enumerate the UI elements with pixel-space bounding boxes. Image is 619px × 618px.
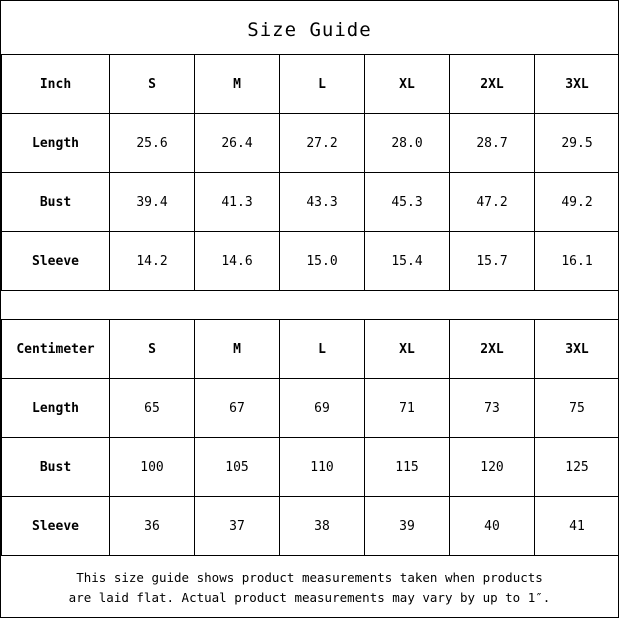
- size-table-inch: [1, 54, 619, 291]
- row-label-bust: Bust: [2, 438, 110, 497]
- cell-length-3xl: 29.5: [535, 114, 619, 173]
- cell-sleeve-s: 36: [110, 497, 195, 556]
- cell-length-xl: 71: [365, 379, 450, 438]
- cell-length-m: 67: [195, 379, 280, 438]
- column-header-xl: XL: [365, 320, 450, 379]
- unit-label-inch: Inch: [2, 55, 110, 114]
- column-header-xl: XL: [365, 55, 450, 114]
- table-row: [2, 497, 619, 556]
- column-header-l: L: [280, 320, 365, 379]
- size-table-centimeter: [1, 319, 619, 556]
- cell-bust-3xl: 49.2: [535, 173, 619, 232]
- column-header-s: S: [110, 320, 195, 379]
- table-row: [2, 232, 619, 291]
- table-row: [2, 173, 619, 232]
- page-title: Size Guide: [247, 19, 372, 41]
- column-header-3xl: 3XL: [535, 320, 619, 379]
- row-label-bust: Bust: [2, 173, 110, 232]
- row-label-sleeve: Sleeve: [2, 497, 110, 556]
- cell-length-2xl: 73: [450, 379, 535, 438]
- cell-bust-s: 39.4: [110, 173, 195, 232]
- table-header-row: [2, 55, 619, 114]
- table-row: [2, 379, 619, 438]
- column-header-2xl: 2XL: [450, 320, 535, 379]
- footnote: [1, 556, 618, 617]
- cell-sleeve-3xl: 16.1: [535, 232, 619, 291]
- column-header-3xl: 3XL: [535, 55, 619, 114]
- cell-sleeve-xl: 15.4: [365, 232, 450, 291]
- cell-sleeve-s: 14.2: [110, 232, 195, 291]
- column-header-m: M: [195, 55, 280, 114]
- table-row: [2, 438, 619, 497]
- cell-bust-3xl: 125: [535, 438, 619, 497]
- cell-bust-m: 41.3: [195, 173, 280, 232]
- cell-length-3xl: 75: [535, 379, 619, 438]
- cell-bust-s: 100: [110, 438, 195, 497]
- cell-length-l: 27.2: [280, 114, 365, 173]
- footnote-line-1: This size guide shows product measurements taken when products: [76, 570, 543, 586]
- cell-length-2xl: 28.7: [450, 114, 535, 173]
- row-label-length: Length: [2, 379, 110, 438]
- cell-sleeve-l: 38: [280, 497, 365, 556]
- column-header-l: L: [280, 55, 365, 114]
- cell-length-xl: 28.0: [365, 114, 450, 173]
- cell-bust-m: 105: [195, 438, 280, 497]
- cell-sleeve-3xl: 41: [535, 497, 619, 556]
- table-header-row: [2, 320, 619, 379]
- table-separator: [1, 291, 618, 319]
- cell-sleeve-2xl: 40: [450, 497, 535, 556]
- footnote-line-2: are laid flat. Actual product measurements may vary by up to 1″.: [68, 589, 551, 605]
- cell-bust-xl: 115: [365, 438, 450, 497]
- cell-length-s: 25.6: [110, 114, 195, 173]
- cell-sleeve-xl: 39: [365, 497, 450, 556]
- column-header-s: S: [110, 55, 195, 114]
- row-label-length: Length: [2, 114, 110, 173]
- cell-bust-l: 43.3: [280, 173, 365, 232]
- cell-bust-xl: 45.3: [365, 173, 450, 232]
- column-header-m: M: [195, 320, 280, 379]
- cell-bust-2xl: 120: [450, 438, 535, 497]
- row-label-sleeve: Sleeve: [2, 232, 110, 291]
- table-row: [2, 114, 619, 173]
- cell-length-s: 65: [110, 379, 195, 438]
- cell-sleeve-l: 15.0: [280, 232, 365, 291]
- cell-bust-2xl: 47.2: [450, 173, 535, 232]
- cell-sleeve-m: 37: [195, 497, 280, 556]
- column-header-2xl: 2XL: [450, 55, 535, 114]
- cell-length-l: 69: [280, 379, 365, 438]
- unit-label-centimeter: Centimeter: [2, 320, 110, 379]
- cell-bust-l: 110: [280, 438, 365, 497]
- cell-sleeve-2xl: 15.7: [450, 232, 535, 291]
- cell-length-m: 26.4: [195, 114, 280, 173]
- cell-sleeve-m: 14.6: [195, 232, 280, 291]
